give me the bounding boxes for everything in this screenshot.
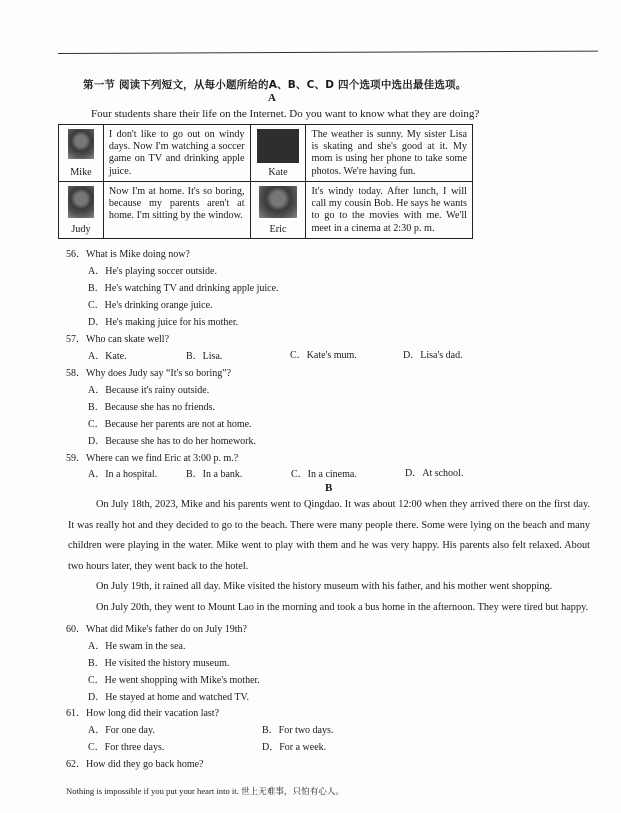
- option[interactable]: D．At school.: [405, 468, 464, 479]
- option[interactable]: C．He went shopping with Mike's mother.: [88, 675, 260, 686]
- profile-text: It's windy today. After lunch, I will call my cousin Bob. He says he wants to go to the movies with me. We'll meet in a cinema at 2:30 p. m.: [306, 182, 473, 239]
- question-text: How did they go back home?: [86, 759, 204, 770]
- option[interactable]: C．He's drinking orange juice.: [88, 300, 213, 311]
- option[interactable]: A．He's playing soccer outside.: [88, 266, 217, 277]
- question-57: [66, 330, 169, 345]
- profile-name: Mike: [70, 166, 92, 178]
- part-a-label: A: [268, 92, 276, 104]
- option[interactable]: D．Lisa's dad.: [403, 350, 463, 361]
- part-b-label: B: [325, 482, 333, 494]
- question-text: Where can we find Eric at 3:00 p. m.?: [86, 453, 239, 464]
- question-59: [66, 449, 238, 464]
- part-b-passage: [68, 495, 590, 618]
- option[interactable]: C．In a cinema.: [291, 469, 357, 480]
- question-62: [66, 755, 203, 770]
- question-number: 58．: [66, 368, 86, 379]
- question-58: [66, 364, 231, 379]
- profile-photo-cell: [59, 125, 104, 182]
- question-text: What did Mike's father do on July 19th?: [86, 624, 247, 635]
- option[interactable]: A．Kate.: [88, 351, 127, 362]
- option[interactable]: A．He swam in the sea.: [88, 641, 186, 652]
- judy-photo: [68, 186, 94, 218]
- option[interactable]: A．Because it's rainy outside.: [88, 385, 210, 396]
- question-56: [66, 245, 190, 260]
- section-title: 第一节 阅读下列短文，从每小题所给的A、B、C、D 四个选项中选出最佳选项。: [83, 79, 467, 91]
- option[interactable]: B．He's watching TV and drinking apple juice.: [88, 283, 279, 294]
- question-number: 61．: [66, 708, 86, 719]
- option[interactable]: D．He's making juice for his mother.: [88, 317, 239, 328]
- profiles-row: [59, 182, 473, 239]
- profile-photo-cell: [59, 182, 104, 239]
- question-number: 62．: [66, 759, 86, 770]
- option[interactable]: C．Because her parents are not at home.: [88, 419, 252, 430]
- profile-name: Kate: [268, 166, 288, 178]
- option[interactable]: B．Because she has no friends.: [88, 402, 215, 413]
- question-text: What is Mike doing now?: [86, 249, 190, 260]
- profile-text: I don't like to go out on windy days. Now I'm watching a soccer game on TV and drinking apple juice.: [103, 125, 250, 182]
- paragraph: On July 18th, 2023, Mike and his parents went to Qingdao. It was about 12:00 when they arrived there on the first day. It was really hot and they decided to go to the beach. There were many people there. Some were lying on the beach and many children were playing in the water. Mike went to play with them and he was very happy. His parents also felt relaxed. About two hours later, they went back to the hotel.: [68, 499, 590, 572]
- question-number: 56．: [66, 249, 86, 260]
- profile-photo-cell: [250, 125, 306, 182]
- question-61: [66, 704, 219, 719]
- profiles-row: [59, 125, 473, 182]
- option[interactable]: D．For a week.: [262, 742, 327, 753]
- question-number: 59．: [66, 453, 86, 464]
- question-number: 60．: [66, 624, 86, 635]
- option[interactable]: A．In a hospital.: [88, 469, 158, 480]
- option[interactable]: A．For one day.: [88, 725, 155, 736]
- option[interactable]: C．Kate's mum.: [290, 350, 357, 361]
- profile-photo-cell: [250, 182, 306, 239]
- option[interactable]: B．In a bank.: [186, 469, 243, 480]
- question-number: 57．: [66, 334, 86, 345]
- mike-photo: [68, 129, 94, 159]
- profile-name: Eric: [269, 223, 287, 235]
- option[interactable]: C．For three days.: [88, 742, 165, 753]
- paragraph: On July 20th, they went to Mount Lao in the morning and took a bus home in the afternoon. They were tired but happy.: [96, 601, 589, 613]
- question-text: Why does Judy say “It's so boring”?: [86, 368, 232, 379]
- footer-motto: Nothing is impossible if you put your heart into it. 世上无难事，只怕有心人。: [66, 786, 345, 796]
- top-rule: [58, 51, 598, 54]
- option[interactable]: D．He stayed at home and watched TV.: [88, 692, 249, 703]
- profiles-table: [58, 124, 473, 239]
- paragraph: On July 19th, it rained all day. Mike visited the history museum with his father, and his mother went shopping.: [96, 581, 553, 592]
- option[interactable]: B．He visited the history museum.: [88, 658, 230, 669]
- question-60: [66, 620, 247, 635]
- option[interactable]: B．Lisa.: [186, 351, 223, 362]
- eric-photo: [259, 186, 297, 218]
- option[interactable]: D．Because she has to do her homework.: [88, 436, 257, 447]
- profile-text: The weather is sunny. My sister Lisa is skating and she's good at it. My mom is using her phone to take some photos. We're having fun.: [306, 125, 473, 182]
- option[interactable]: B．For two days.: [262, 725, 334, 736]
- question-text: Who can skate well?: [86, 334, 170, 345]
- question-text: How long did their vacation last?: [86, 708, 220, 719]
- part-a-intro: Four students share their life on the Internet. Do you want to know what they are doing?: [91, 108, 480, 120]
- profile-name: Judy: [71, 223, 91, 235]
- profile-text: Now I'm at home. It's so boring, because my parents aren't at home. I'm sitting by the window.: [103, 182, 250, 239]
- kate-photo: [257, 129, 299, 163]
